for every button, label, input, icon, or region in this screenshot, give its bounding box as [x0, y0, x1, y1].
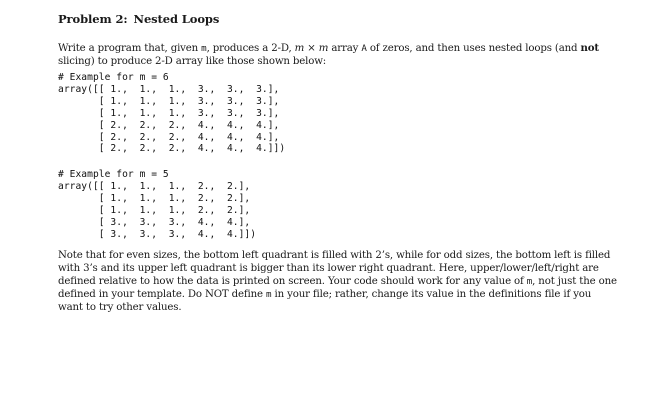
- intro-text-5: slicing) to produce 2-D array like those shown below:: [58, 56, 327, 67]
- var-a: A: [361, 43, 367, 54]
- code-comment: # Example for m = 5: [58, 169, 169, 181]
- note-paragraph: [58, 249, 618, 314]
- code-line: [ 2., 2., 2., 4., 4., 4.],: [58, 119, 280, 131]
- intro-text-2: , produces a 2-D,: [206, 43, 295, 54]
- var-m: m: [201, 43, 207, 54]
- code-line: [ 1., 1., 1., 3., 3., 3.],: [58, 95, 280, 107]
- problem-page: [58, 12, 618, 314]
- problem-heading: [58, 12, 618, 26]
- intro-text-4: of zeros, and then uses nested loops (and: [366, 43, 581, 54]
- code-line: [ 3., 3., 3., 4., 4.],: [58, 216, 251, 228]
- code-line: [ 2., 2., 2., 4., 4., 4.],: [58, 131, 280, 143]
- var-m: m: [526, 275, 533, 287]
- code-line: [ 1., 1., 1., 3., 3., 3.],: [58, 107, 280, 119]
- code-line: [ 1., 1., 1., 2., 2.],: [58, 193, 251, 205]
- code-example-m5: [58, 169, 618, 240]
- problem-title: Nested Loops: [133, 12, 220, 26]
- note-text-3: in your file; rather, change its value in the definitions file if you want to try other values.: [58, 288, 592, 313]
- code-line: array([[ 1., 1., 1., 3., 3., 3.],: [58, 83, 280, 95]
- intro-text-1: Write a program that, given: [58, 43, 202, 54]
- problem-number: Problem 2:: [58, 12, 128, 26]
- problem-description: [58, 42, 618, 68]
- code-line: [ 2., 2., 2., 4., 4., 4.]]): [58, 143, 286, 155]
- intro-text-3: array: [328, 43, 362, 54]
- code-line: [ 1., 1., 1., 2., 2.],: [58, 205, 251, 217]
- note-text-1: Note that for even sizes, the bottom left quadrant is filled with 2’s, while for odd sizes, the bottom left is filled with 3’s and its upper left quadrant is bigger than its lower right quadrant. Here, upper/lower/left/right are defined relative to how the data is printed on screen. Your code should work for any value of: [58, 249, 611, 287]
- note-text-2: , not just the one defined in your template. Do NOT define: [58, 275, 617, 300]
- code-line: [ 3., 3., 3., 4., 4.]]): [58, 228, 257, 240]
- code-comment: # Example for m = 6: [58, 72, 169, 83]
- math-dims: m × m: [294, 43, 329, 54]
- code-example-m6: [58, 72, 618, 155]
- code-line: array([[ 1., 1., 1., 2., 2.],: [58, 181, 251, 193]
- emphasis-not: not: [580, 42, 599, 54]
- var-m: m: [266, 288, 272, 300]
